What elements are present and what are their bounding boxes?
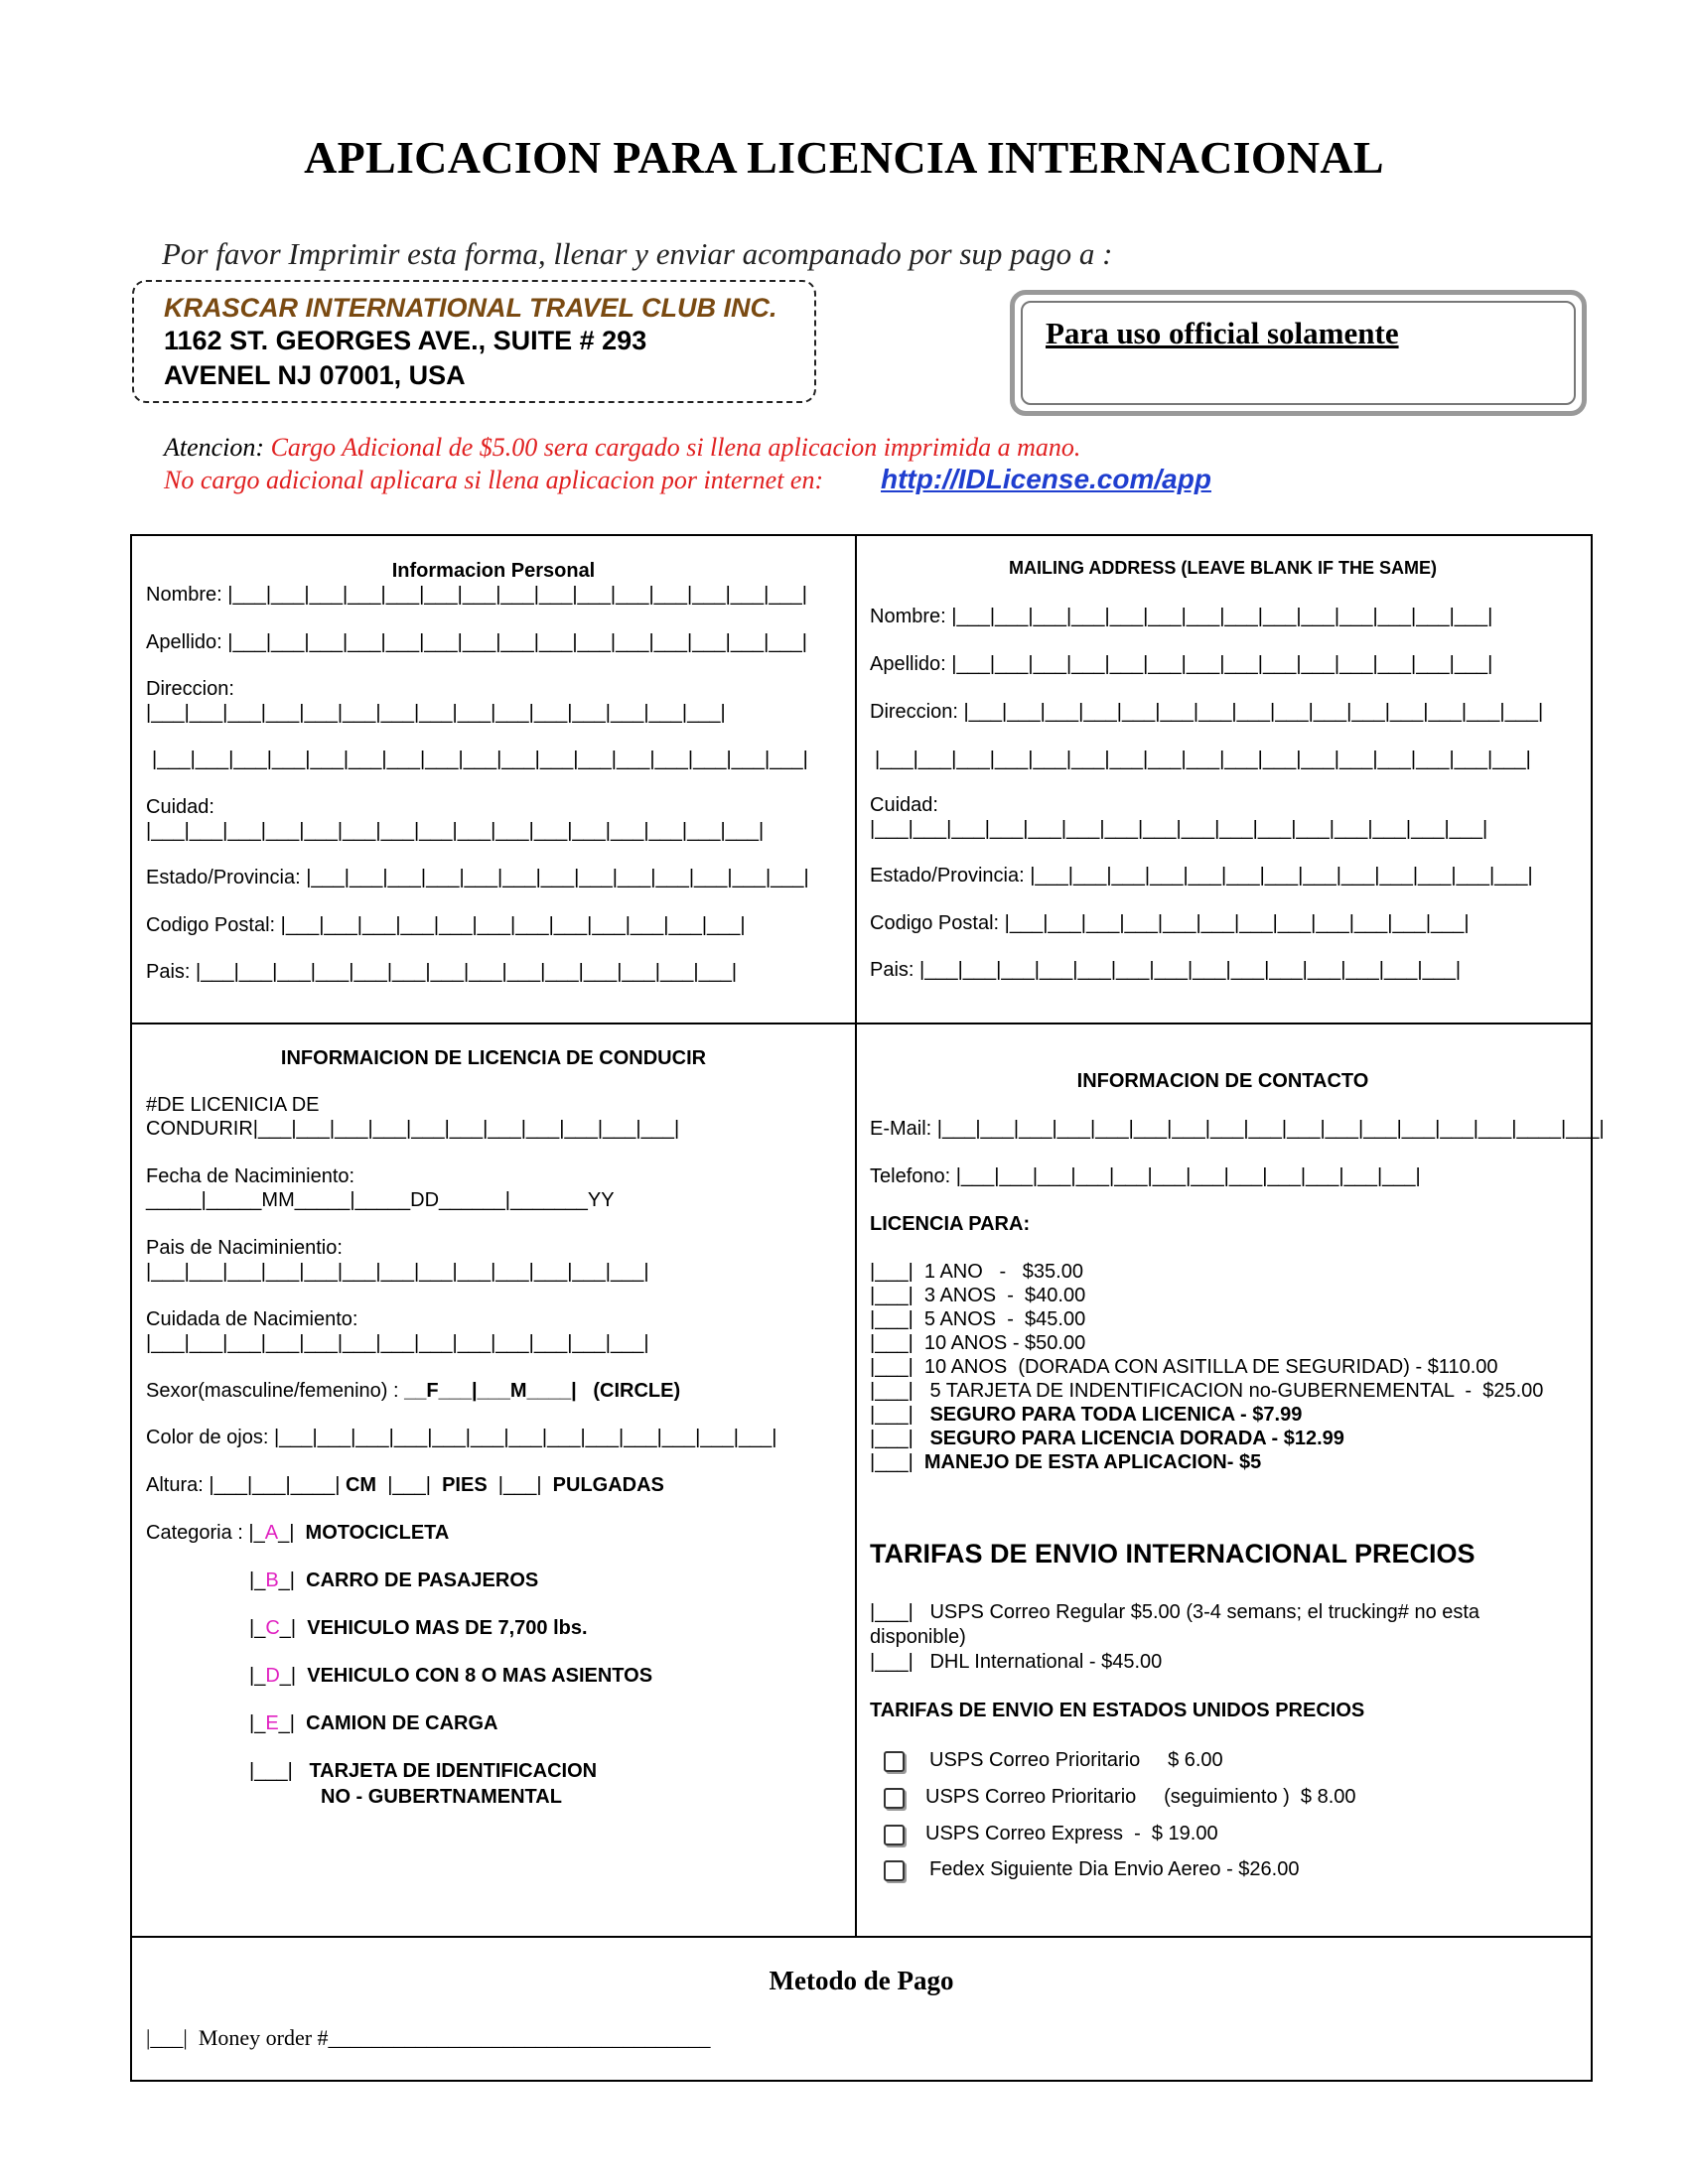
contact-info-heading: INFORMACION DE CONTACTO <box>1076 1070 1369 1092</box>
option-10-years[interactable]: |___| 10 ANOS - $50.00 <box>870 1332 1086 1354</box>
application-form <box>130 534 1605 2082</box>
official-use-box <box>1010 290 1587 416</box>
category-a-field[interactable]: Categoria : |_A_| MOTOCICLETA <box>146 1522 450 1544</box>
personal-address-label: Direccion: <box>146 678 234 700</box>
mailing-address-line-1[interactable]: Direccion: |___|___|___|___|___|___|___|___|___|___|___|___|___|___|___| <box>870 701 1544 723</box>
us-priority-tracking-label: USPS Correo Prioritario (seguimiento ) $ 8.00 <box>925 1786 1356 1808</box>
phone-field[interactable]: Telefono: |___|___|___|___|___|___|___|___|___|___|___|___| <box>870 1165 1421 1187</box>
instructions-text: Por favor Imprimir esta forma, llenar y enviar acompanado por sup pago a : <box>162 236 1113 271</box>
column-divider <box>855 536 857 1938</box>
us-fedex-label: Fedex Siguiente Dia Envio Aereo - $26.00 <box>929 1858 1300 1880</box>
birth-city-field[interactable]: |___|___|___|___|___|___|___|___|___|___|___|___|___| <box>146 1332 649 1354</box>
attention-label: Atencion: <box>164 433 265 462</box>
dob-field[interactable]: _____|_____MM_____|_____DD______|_______YY <box>146 1189 615 1211</box>
international-shipping-heading: TARIFAS DE ENVIO INTERNACIONAL PRECIOS <box>870 1539 1476 1569</box>
option-handling[interactable]: |___| MANEJO DE ESTA APLICACION- $5 <box>870 1451 1262 1473</box>
sex-field[interactable]: Sexor(masculine/femenino) : __F___|___M____| (CIRCLE) <box>146 1380 681 1402</box>
us-express-label: USPS Correo Express - $ 19.00 <box>925 1823 1218 1844</box>
license-info-heading: INFORMAICION DE LICENCIA DE CONDUCIR <box>280 1047 707 1069</box>
intl-dhl-option[interactable]: |___| DHL International - $45.00 <box>870 1651 1163 1673</box>
personal-postal-code-field[interactable]: Codigo Postal: |___|___|___|___|___|___|___|___|___|___|___|___| <box>146 914 746 936</box>
official-use-label: Para uso official solamente <box>1046 316 1399 350</box>
mailing-city-field[interactable]: |___|___|___|___|___|___|___|___|___|___|___|___|___|___|___|___| <box>870 818 1488 840</box>
dob-label: Fecha de Naciminiento: <box>146 1165 355 1187</box>
birth-country-field[interactable]: |___|___|___|___|___|___|___|___|___|___|___|___|___| <box>146 1261 649 1283</box>
license-number-label: #DE LICENICIA DE <box>146 1094 320 1116</box>
id-card-label-2: NO - GUBERTNAMENTAL <box>321 1786 562 1808</box>
personal-address-line-2[interactable]: |___|___|___|___|___|___|___|___|___|___|___|___|___|___|___|___|___| <box>152 749 808 770</box>
online-application-link[interactable]: http://IDLicense.com/app <box>881 464 1211 494</box>
mailing-country-field[interactable]: Pais: |___|___|___|___|___|___|___|___|___|___|___|___|___|___| <box>870 959 1462 981</box>
us-fedex-checkbox[interactable] <box>884 1860 905 1881</box>
row-divider-2 <box>132 1936 1591 1938</box>
personal-info-heading: Informacion Personal <box>391 560 596 582</box>
mailing-address-line-2[interactable]: |___|___|___|___|___|___|___|___|___|___|___|___|___|___|___|___|___| <box>875 749 1531 770</box>
us-priority-tracking-checkbox[interactable] <box>884 1788 905 1809</box>
us-priority-checkbox[interactable] <box>884 1751 905 1772</box>
personal-city-label: Cuidad: <box>146 796 214 818</box>
height-field[interactable]: Altura: |___|___|____| CM |___| PIES |___| PULGADAS <box>146 1474 664 1496</box>
city-address: AVENEL NJ 07001, USA <box>164 360 466 390</box>
mailing-city-label: Cuidad: <box>870 794 938 816</box>
attention-line-1 <box>164 433 1080 463</box>
mailing-first-name-field[interactable]: Nombre: |___|___|___|___|___|___|___|___|___|___|___|___|___|___| <box>870 606 1493 627</box>
option-1-year[interactable]: |___| 1 ANO - $35.00 <box>870 1261 1083 1283</box>
category-b-field[interactable]: |_B_| CARRO DE PASAJEROS <box>249 1570 539 1591</box>
option-3-years[interactable]: |___| 3 ANOS - $40.00 <box>870 1285 1086 1306</box>
personal-city-field[interactable]: |___|___|___|___|___|___|___|___|___|___|___|___|___|___|___|___| <box>146 820 765 842</box>
personal-first-name-field[interactable]: Nombre: |___|___|___|___|___|___|___|___|___|___|___|___|___|___|___| <box>146 584 807 606</box>
category-e-field[interactable]: |_E_| CAMION DE CARGA <box>249 1712 498 1734</box>
street-address: 1162 ST. GEORGES AVE., SUITE # 293 <box>164 326 647 355</box>
category-d-field[interactable]: |_D_| VEHICULO CON 8 O MAS ASIENTOS <box>249 1665 653 1687</box>
row-divider-1 <box>132 1023 1591 1024</box>
option-5-years[interactable]: |___| 5 ANOS - $45.00 <box>870 1308 1086 1330</box>
mailing-last-name-field[interactable]: Apellido: |___|___|___|___|___|___|___|___|___|___|___|___|___|___| <box>870 653 1493 675</box>
id-card-field[interactable]: |___| TARJETA DE IDENTIFICACION <box>249 1760 598 1782</box>
intl-usps-option[interactable]: |___| USPS Correo Regular $5.00 (3-4 semans; el trucking# no esta <box>870 1601 1480 1623</box>
birth-city-label: Cuidada de Nacimiento: <box>146 1308 358 1330</box>
money-order-field[interactable]: |___| Money order #___________________________________ <box>146 2025 711 2050</box>
personal-last-name-field[interactable]: Apellido: |___|___|___|___|___|___|___|___|___|___|___|___|___|___|___| <box>146 631 807 653</box>
license-for-heading: LICENCIA PARA: <box>870 1213 1031 1235</box>
birth-country-label: Pais de Naciminientio: <box>146 1237 343 1259</box>
category-c-field[interactable]: |_C_| VEHICULO MAS DE 7,700 lbs. <box>249 1617 588 1639</box>
attention-text: Cargo Adicional de $5.00 sera cargado si llena aplicacion imprimida a mano. <box>270 433 1081 462</box>
attention-line-2: No cargo adicional aplicara si llena aplicacion por internet en: <box>164 466 824 494</box>
mailing-postal-code-field[interactable]: Codigo Postal: |___|___|___|___|___|___|___|___|___|___|___|___| <box>870 912 1470 934</box>
personal-country-field[interactable]: Pais: |___|___|___|___|___|___|___|___|___|___|___|___|___|___| <box>146 961 738 983</box>
email-field[interactable]: E-Mail: |___|___|___|___|___|___|___|___|___|___|___|___|___|___|___|____|___| <box>870 1118 1605 1140</box>
option-insurance[interactable]: |___| SEGURO PARA TODA LICENICA - $7.99 <box>870 1404 1303 1426</box>
mailing-state-field[interactable]: Estado/Provincia: |___|___|___|___|___|___|___|___|___|___|___|___|___| <box>870 865 1533 887</box>
payment-method-heading: Metodo de Pago <box>769 1966 954 1995</box>
us-shipping-heading: TARIFAS DE ENVIO EN ESTADOS UNIDOS PRECIOS <box>870 1700 1365 1721</box>
option-10-years-gold[interactable]: |___| 10 ANOS (DORADA CON ASITILLA DE SEGURIDAD) - $110.00 <box>870 1356 1498 1378</box>
mailing-address-heading: MAILING ADDRESS (LEAVE BLANK IF THE SAME) <box>1009 558 1437 578</box>
intl-usps-option-cont: disponible) <box>870 1626 966 1648</box>
license-number-field[interactable]: CONDURIR|___|___|___|___|___|___|___|___|___|___|___| <box>146 1118 680 1140</box>
club-name: KRASCAR INTERNATIONAL TRAVEL CLUB INC. <box>164 293 777 323</box>
us-priority-label: USPS Correo Prioritario $ 6.00 <box>929 1749 1223 1771</box>
personal-address-line-1[interactable]: |___|___|___|___|___|___|___|___|___|___|___|___|___|___|___| <box>146 702 726 724</box>
personal-state-field[interactable]: Estado/Provincia: |___|___|___|___|___|___|___|___|___|___|___|___|___| <box>146 867 809 888</box>
form-title: APLICACION PARA LICENCIA INTERNACIONAL <box>304 132 1384 183</box>
eye-color-field[interactable]: Color de ojos: |___|___|___|___|___|___|___|___|___|___|___|___|___| <box>146 1427 777 1448</box>
option-id-card[interactable]: |___| 5 TARJETA DE INDENTIFICACION no-GUBERNEMENTAL - $25.00 <box>870 1380 1544 1402</box>
option-gold-insurance[interactable]: |___| SEGURO PARA LICENCIA DORADA - $12.99 <box>870 1428 1344 1449</box>
us-express-checkbox[interactable] <box>884 1825 905 1845</box>
